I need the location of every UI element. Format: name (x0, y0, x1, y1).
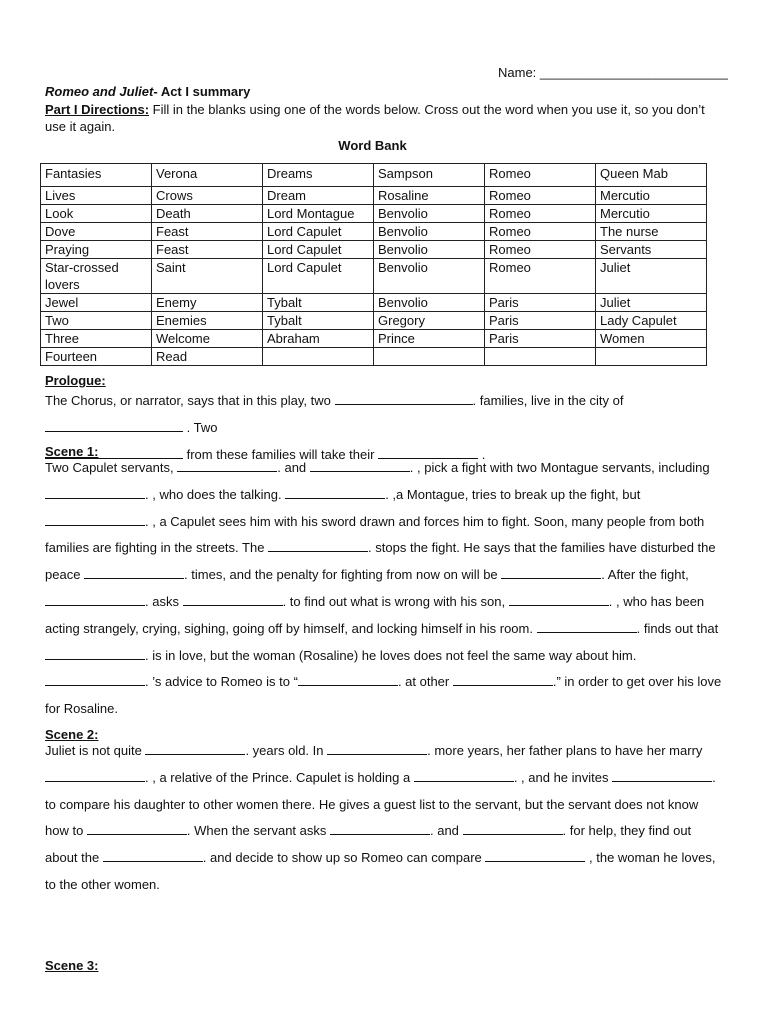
title-rest: - Act I summary (153, 84, 251, 99)
text-run: , the woman he loves, to the other women. (45, 850, 716, 892)
answer-blank[interactable] (45, 420, 183, 432)
word-cell: Benvolio (374, 205, 485, 223)
word-cell: Gregory (374, 312, 485, 330)
answer-blank[interactable] (298, 674, 398, 686)
text-run: . After the fight, (601, 567, 689, 583)
word-bank-title: Word Bank (338, 138, 407, 153)
word-bank-row (41, 187, 707, 205)
word-bank-row (41, 348, 707, 366)
answer-blank[interactable] (463, 823, 563, 835)
answer-blank[interactable] (335, 393, 473, 405)
text-run: . and decide to show up so Romeo can compare (202, 850, 486, 866)
answer-blank[interactable] (330, 823, 430, 835)
word-cell: Servants (596, 241, 707, 259)
answer-blank[interactable] (87, 823, 187, 835)
answer-blank[interactable] (327, 743, 427, 755)
word-cell: Fourteen (41, 348, 152, 366)
word-cell: Benvolio (374, 259, 485, 294)
scene1-section (45, 444, 725, 723)
word-cell (263, 348, 374, 366)
text-run: . , a relative of the Prince. Capulet is holding a (145, 769, 414, 785)
text-run: . families, live in the city of (472, 393, 624, 408)
answer-blank[interactable] (268, 540, 368, 552)
text-run: . , pick a fight with two Montague servants, including (409, 460, 710, 475)
text-run: . , a Capulet sees him with his sword drawn and forces him to fight. Soon, many people from both families are fighting in the streets. The (45, 513, 705, 556)
page-title (45, 84, 250, 99)
word-bank-row (41, 223, 707, 241)
answer-blank[interactable] (45, 770, 145, 782)
word-cell: Women (596, 330, 707, 348)
scene2-section (45, 727, 725, 899)
word-cell: Romeo (485, 187, 596, 205)
text-run: . to compare his daughter to other women there. He gives a guest list to the servant, but the servant does not know how to (45, 769, 716, 839)
text-run: . asks (145, 593, 183, 609)
word-cell: Benvolio (374, 294, 485, 312)
word-cell: Crows (152, 187, 263, 205)
text-run: . (478, 446, 486, 462)
word-cell: Enemies (152, 312, 263, 330)
word-cell: Three (41, 330, 152, 348)
answer-blank[interactable] (612, 770, 712, 782)
word-cell: Romeo (485, 223, 596, 241)
word-cell: Lord Capulet (263, 223, 374, 241)
word-cell: Enemy (152, 294, 263, 312)
word-cell (485, 348, 596, 366)
word-cell: Romeo (485, 205, 596, 223)
word-cell: Queen Mab (596, 164, 707, 187)
word-bank-row (41, 330, 707, 348)
word-cell: Lord Capulet (263, 241, 374, 259)
word-cell: Verona (152, 164, 263, 187)
answer-blank[interactable] (45, 487, 145, 499)
title-italic: Romeo and Juliet (45, 84, 154, 99)
word-cell: Sampson (374, 164, 485, 187)
answer-blank[interactable] (45, 648, 145, 660)
word-cell: Feast (152, 241, 263, 259)
word-bank-row (41, 259, 707, 294)
text-run: . years old. In (245, 743, 328, 758)
word-cell: Dove (41, 223, 152, 241)
text-run: . When the servant asks (186, 823, 330, 839)
scene1-heading: Scene 1: (45, 444, 99, 459)
word-cell: Saint (152, 259, 263, 294)
answer-blank[interactable] (537, 621, 637, 633)
text-run: . and (277, 460, 310, 475)
word-cell: Mercutio (596, 205, 707, 223)
prologue-heading: Prologue: (45, 373, 106, 388)
word-cell: Jewel (41, 294, 152, 312)
text-run: . stops the fight. He says that the families have disturbed the peace (45, 540, 716, 583)
text-run: . and (430, 823, 463, 839)
answer-blank[interactable] (45, 674, 145, 686)
answer-blank[interactable] (509, 594, 609, 606)
answer-blank[interactable] (84, 567, 184, 579)
word-cell: Feast (152, 223, 263, 241)
answer-blank[interactable] (177, 460, 277, 472)
word-cell: Romeo (485, 259, 596, 294)
answer-blank[interactable] (45, 594, 145, 606)
text-run: . is in love, but the woman (Rosaline) he loves does not feel the same way about him. (145, 647, 637, 663)
word-cell: Benvolio (374, 223, 485, 241)
text-run: . for help, they find out about the (45, 823, 692, 866)
word-cell: Look (41, 205, 152, 223)
text-run: . at other (397, 674, 453, 690)
scene2-text (45, 738, 725, 899)
word-cell: Lives (41, 187, 152, 205)
word-cell: Rosaline (374, 187, 485, 205)
scene3-section (45, 958, 725, 974)
text-run: . to find out what is wrong with his son, (282, 593, 509, 609)
answer-blank[interactable] (103, 850, 203, 862)
word-cell: Romeo (485, 241, 596, 259)
text-run: . Two (183, 419, 218, 435)
text-run: from these families will take their (183, 446, 379, 462)
text-run: . , who has been acting strangely, crying, sighing, going off by himself, and locking himself in his room. (45, 593, 705, 636)
word-cell: Lady Capulet (596, 312, 707, 330)
directions-label: Part I Directions: (45, 102, 150, 117)
answer-blank[interactable] (145, 743, 245, 755)
word-cell: Benvolio (374, 241, 485, 259)
text-run: . more years, her father plans to have her marry (427, 743, 703, 758)
word-cell (374, 348, 485, 366)
word-cell: Paris (485, 330, 596, 348)
directions-text: Fill in the blanks using one of the words below. Cross out the word when you use it, so you don’t use it again. (45, 102, 705, 134)
text-run: . ’s advice to Romeo is to “ (145, 674, 298, 690)
word-cell: Tybalt (263, 294, 374, 312)
word-cell: Juliet (596, 294, 707, 312)
word-cell: Paris (485, 312, 596, 330)
word-bank-row (41, 294, 707, 312)
text-run: .” in order to get over his love for Rosaline. (45, 674, 722, 717)
answer-blank[interactable] (453, 674, 553, 686)
word-cell: Read (152, 348, 263, 366)
word-cell: Paris (485, 294, 596, 312)
word-cell: Death (152, 205, 263, 223)
word-bank-header-row (41, 164, 707, 187)
text-run: The Chorus, or narrator, says that in this play, two (45, 393, 335, 408)
word-cell: Lord Montague (263, 205, 374, 223)
answer-blank[interactable] (485, 850, 585, 862)
word-bank-row (41, 205, 707, 223)
text-run: . times, and the penalty for fighting from now on will be (184, 567, 502, 583)
word-bank-table (40, 163, 707, 366)
word-cell: Romeo (485, 164, 596, 187)
text-run: Two Capulet servants, (45, 460, 178, 475)
word-cell: Fantasies (41, 164, 152, 187)
word-bank-row (41, 312, 707, 330)
text-run: . , and he invites (513, 769, 613, 785)
word-cell (596, 348, 707, 366)
scene3-heading: Scene 3: (45, 958, 99, 973)
word-cell: The nurse (596, 223, 707, 241)
word-cell: Star-crossed lovers (41, 259, 152, 294)
word-cell: Dreams (263, 164, 374, 187)
word-cell: Two (41, 312, 152, 330)
word-cell: Praying (41, 241, 152, 259)
word-cell: Prince (374, 330, 485, 348)
text-run: . ,a Montague, tries to break up the fight, but (385, 486, 641, 502)
text-run: Juliet is not quite (45, 743, 146, 758)
word-cell: Dream (263, 187, 374, 205)
word-cell: Juliet (596, 259, 707, 294)
answer-blank[interactable] (45, 514, 145, 526)
word-cell: Tybalt (263, 312, 374, 330)
scene1-text (45, 455, 725, 723)
directions (45, 101, 725, 135)
answer-blank[interactable] (414, 770, 514, 782)
word-cell: Abraham (263, 330, 374, 348)
answer-blank[interactable] (285, 487, 385, 499)
answer-blank[interactable] (310, 460, 410, 472)
answer-blank[interactable] (501, 567, 601, 579)
word-cell: Lord Capulet (263, 259, 374, 294)
name-field[interactable]: Name: __________________________ (498, 65, 728, 80)
answer-blank[interactable] (183, 594, 283, 606)
text-run: . finds out that (636, 620, 719, 636)
scene2-heading: Scene 2: (45, 727, 99, 742)
word-cell: Welcome (152, 330, 263, 348)
word-bank-row (41, 241, 707, 259)
word-cell: Mercutio (596, 187, 707, 205)
text-run: . , who does the talking. (145, 486, 286, 502)
